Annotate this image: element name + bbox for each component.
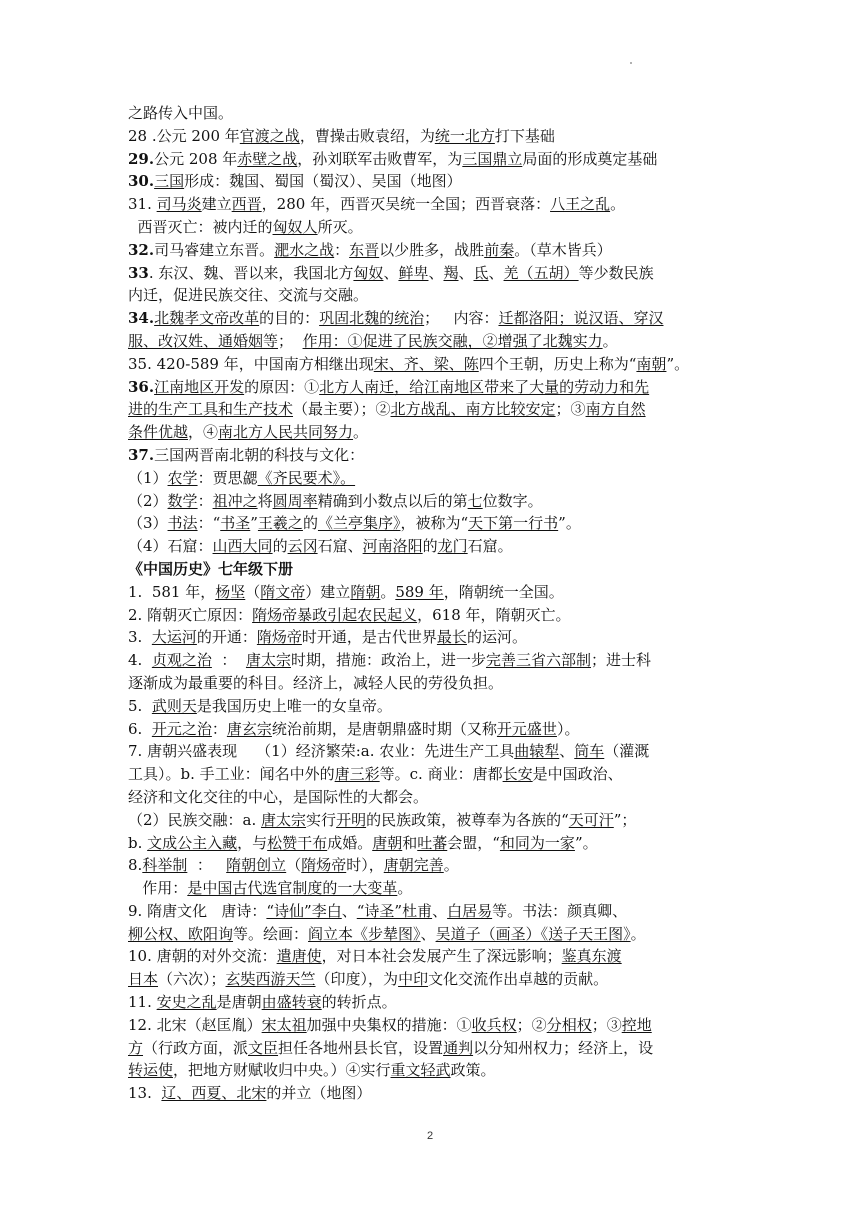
text-segment: ，孙刘联军击败曹军，为 <box>297 149 463 168</box>
underlined-text: 八王之乱 <box>550 195 611 214</box>
text-segment: 是中国政治、 <box>532 765 623 784</box>
underlined-text: 唐朝 <box>372 833 403 852</box>
underlined-text: 中印 <box>398 970 429 989</box>
text-segment: 是我国历史上唯一的女皇帝。 <box>196 696 392 715</box>
text-segment: 、 <box>432 901 448 920</box>
text-segment: （2）民族交融：a. <box>128 810 262 829</box>
text-segment: 。 <box>380 582 396 601</box>
text-line <box>128 695 742 718</box>
underlined-text: “诗圣”杜甫 <box>356 901 433 920</box>
text-segment: （2） <box>128 491 168 510</box>
text-line <box>128 581 742 604</box>
underlined-text: 唐太宗 <box>261 810 307 829</box>
text-segment: 。 <box>443 856 459 875</box>
text-segment: 等。绘画： <box>233 924 309 943</box>
text-segment: 10. 唐朝的对外交流： <box>128 947 277 966</box>
underlined-text: 书法 <box>167 514 198 533</box>
text-line <box>128 1037 742 1060</box>
underlined-text: 巩固北魏的统治 <box>319 309 425 328</box>
text-line <box>128 763 742 786</box>
underlined-text: 天下第一行书 <box>468 514 559 533</box>
underlined-text: 江南地区开发 <box>154 377 245 396</box>
text-segment: ，280 年，西晋灭吴统一全国；西晋衰落： <box>261 195 551 214</box>
underlined-text: 唐玄宗 <box>226 719 272 738</box>
underlined-text: 三国 <box>154 172 185 191</box>
underlined-text: 文成公主入藏 <box>147 833 238 852</box>
underlined-text: 农学 <box>167 468 198 487</box>
text-segment: （六次）； <box>158 970 226 989</box>
text-segment: ： <box>211 719 227 738</box>
text-segment: 政策。 <box>450 1061 496 1080</box>
underlined-text: 是中国古代选官制度的一大变革 <box>187 879 398 898</box>
text-line <box>128 467 742 490</box>
underlined-text: 北方战乱、南方比较安定 <box>390 400 556 419</box>
text-line <box>128 854 742 877</box>
text-segment: 以少胜多，战胜 <box>379 240 485 259</box>
text-segment: ： <box>211 651 246 670</box>
text-segment: ，被称为“ <box>400 514 469 533</box>
text-segment: ”； <box>613 810 637 829</box>
text-segment: 、 <box>428 263 444 282</box>
underlined-text: 司马炎 <box>156 195 202 214</box>
underlined-text: 开明 <box>336 810 367 829</box>
text-segment: 28 .公元 200 年 <box>128 126 240 145</box>
text-line <box>128 877 742 900</box>
text-segment: ）。 <box>556 719 580 738</box>
underlined-text: 条件优越 <box>128 423 189 442</box>
text-segment: 、 <box>341 901 357 920</box>
text-segment: 8. <box>128 856 143 875</box>
underlined-text: 服、改汉姓、通婚姻等 <box>128 331 279 350</box>
underlined-text: 祖冲之 <box>212 491 258 510</box>
underlined-text: 转运使 <box>128 1061 174 1080</box>
underlined-text: 完善三省六部制 <box>485 651 591 670</box>
text-segment: 是唐朝 <box>216 993 262 1012</box>
underlined-text: 长安 <box>502 765 533 784</box>
text-line <box>128 991 742 1014</box>
text-line <box>128 102 742 125</box>
text-segment: ：贾思勰 <box>197 468 258 487</box>
text-segment: 将 <box>257 491 273 510</box>
text-line <box>128 535 742 558</box>
underlined-text: 辽、西夏、北宋 <box>161 1084 267 1103</box>
underlined-text: 589 年 <box>395 582 444 601</box>
text-line <box>128 832 742 855</box>
text-segment: 32. <box>128 240 155 259</box>
text-line <box>128 786 742 809</box>
text-line <box>128 923 742 946</box>
underlined-text: 匈奴人 <box>272 217 318 236</box>
text-segment: ； <box>278 331 303 350</box>
text-segment: 的原因：① <box>244 377 320 396</box>
text-segment: 35. 420-589 年，中国南方相继出现 <box>128 354 374 373</box>
text-line <box>128 170 742 193</box>
text-segment: 实行 <box>306 810 337 829</box>
text-line <box>128 1059 742 1082</box>
underlined-text: 大运河 <box>151 628 197 647</box>
text-line <box>128 1014 742 1037</box>
text-segment: 7. 唐朝兴盛表现 （1）经济繁荣:a. 农业：先进生产工具 <box>128 742 515 761</box>
text-segment: 文化交流作出卓越的贡献。 <box>428 970 609 989</box>
text-segment: 《中国历史》七年级下册 <box>128 559 294 578</box>
text-line <box>128 718 742 741</box>
text-segment: 的开通： <box>196 628 257 647</box>
text-segment: （灌溉 <box>604 742 650 761</box>
text-segment: 时期，措施：政治上，进一步 <box>290 651 486 670</box>
underlined-text: 玄奘西游天竺 <box>225 970 316 989</box>
underlined-text: 河南洛阳 <box>362 537 423 556</box>
text-segment: . 东汉、魏、晋以来，我国北方 <box>148 263 354 282</box>
text-segment: 等。书法：颜真卿、 <box>492 901 628 920</box>
text-segment: 石窟。 <box>467 537 513 556</box>
underlined-text: 吐蕃 <box>417 833 448 852</box>
text-segment: 位数字。 <box>482 491 543 510</box>
text-line <box>128 216 742 239</box>
text-segment: ，对日本社会发展产生了深远影响； <box>321 947 562 966</box>
text-segment: ；③ <box>555 400 586 419</box>
underlined-text: 开元盛世 <box>496 719 557 738</box>
underlined-text: 进的生产工具和生产技术 <box>128 400 294 419</box>
underlined-text: 最长 <box>436 628 467 647</box>
text-segment: 。 <box>610 195 626 214</box>
text-segment: 37. <box>128 445 155 464</box>
text-segment: 加强中央集权的措施：① <box>306 1015 472 1034</box>
text-segment: 4. <box>128 651 152 670</box>
text-line <box>128 1082 742 1105</box>
underlined-text: 白居易 <box>447 901 493 920</box>
text-line <box>128 740 742 763</box>
text-segment: （印度），为 <box>315 970 399 989</box>
underlined-text: 东晋 <box>349 240 380 259</box>
text-segment: 、 <box>458 263 474 282</box>
text-line <box>128 307 742 330</box>
underlined-text: 云冈 <box>287 537 318 556</box>
underlined-text: 天可汗 <box>568 810 614 829</box>
text-line <box>128 239 742 262</box>
text-segment: 30. <box>128 172 155 191</box>
underlined-text: 作用：①促进了民族交融，②增强了北魏实力 <box>302 331 603 350</box>
text-segment: 时开通，是古代世界 <box>301 628 437 647</box>
underlined-text: 重文轻武 <box>390 1061 451 1080</box>
text-segment: ；③ <box>591 1015 622 1034</box>
text-segment: ： <box>197 491 213 510</box>
text-line <box>128 945 742 968</box>
underlined-text: 鉴真东渡 <box>561 947 622 966</box>
underlined-text: 龙门 <box>437 537 468 556</box>
text-segment: ” <box>250 514 258 533</box>
text-segment: （4）石窟： <box>128 537 213 556</box>
text-line <box>128 193 742 216</box>
text-line <box>128 649 742 672</box>
text-segment: ： <box>187 856 227 875</box>
text-segment: 33 <box>128 263 149 282</box>
text-segment: 司马睿建立东晋。 <box>154 240 275 259</box>
text-segment: 西晋灭亡：被内迁的 <box>128 217 273 236</box>
text-segment: （1） <box>128 468 168 487</box>
text-segment: 经济和文化交往的中心，是国际性的大都会。 <box>128 787 429 806</box>
underlined-text: 阎立本《步辇图》 <box>308 924 421 943</box>
underlined-text: 由盛转衰 <box>261 993 322 1012</box>
text-segment: （行政方面，派 <box>143 1038 249 1057</box>
text-segment: 时）， <box>346 856 384 875</box>
text-segment: ）建立 <box>305 582 351 601</box>
text-segment: 作用： <box>128 879 188 898</box>
underlined-text: 书圣 <box>220 514 251 533</box>
text-segment: 石窟、 <box>317 537 363 556</box>
text-segment: 和 <box>402 833 418 852</box>
underlined-text: 武则天 <box>151 696 197 715</box>
text-segment: 公元 208 年 <box>154 149 238 168</box>
underlined-text: 官渡之战 <box>239 126 300 145</box>
underlined-text: 淝水之战 <box>274 240 335 259</box>
text-segment: ；② <box>516 1015 547 1034</box>
text-segment: 、 <box>420 924 436 943</box>
underlined-text: 松赞干布 <box>267 833 328 852</box>
text-segment: 打下基础 <box>494 126 555 145</box>
text-segment: 的运河。 <box>466 628 527 647</box>
underlined-text: 宋太祖 <box>261 1015 307 1034</box>
page-content <box>128 102 742 1105</box>
underlined-text: 鲜卑 <box>398 263 429 282</box>
text-segment: 11. <box>128 993 157 1012</box>
text-segment: 的 <box>422 537 438 556</box>
page-number: 2 <box>426 1130 434 1142</box>
text-segment: ”。 <box>558 514 581 533</box>
underlined-text: 王羲之 <box>257 514 303 533</box>
text-segment: ，与 <box>237 833 268 852</box>
underlined-text: 圆周率 <box>272 491 318 510</box>
text-segment: ，618 年，隋朝灭亡。 <box>417 605 571 624</box>
underlined-text: 匈奴 <box>353 263 384 282</box>
underlined-text: 统一北方 <box>434 126 495 145</box>
text-segment: 建立 <box>201 195 232 214</box>
underlined-text: 科举制 <box>142 856 188 875</box>
underlined-text: 和同为一家 <box>499 833 575 852</box>
underlined-text: 隋朝创立 <box>226 856 287 875</box>
text-segment: ，把地方财赋收归中央。）④实行 <box>173 1061 391 1080</box>
text-segment: 29. <box>128 149 155 168</box>
text-segment: 13. <box>128 1084 162 1103</box>
text-line <box>128 353 742 376</box>
text-segment: 三国两晋南北朝的科技与文化： <box>154 445 365 464</box>
text-segment: 工具）。b. 手工业：闻名中外的 <box>128 765 335 784</box>
underlined-text: 曲辕犁 <box>514 742 560 761</box>
text-segment: 。 <box>397 879 413 898</box>
text-segment: 1. 581 年， <box>128 582 216 601</box>
text-segment: （最主要）；② <box>293 400 391 419</box>
text-segment: 逐渐成为最重要的科目。经济上，减轻人民的劳役负担。 <box>128 673 504 692</box>
underlined-text: 唐太宗 <box>245 651 291 670</box>
text-line <box>128 148 742 171</box>
underlined-text: 山西大同 <box>212 537 273 556</box>
text-segment: 。 <box>353 423 369 442</box>
text-segment: 、 <box>383 263 399 282</box>
underlined-text: 迁都洛阳；说汉语、穿汉 <box>498 309 664 328</box>
text-segment: 统治前期，是唐朝鼎盛时期（又称 <box>271 719 497 738</box>
underlined-text: 七 <box>467 491 483 510</box>
text-segment: ，曹操击败袁绍，为 <box>299 126 435 145</box>
underlined-text: 筒车 <box>574 742 605 761</box>
text-segment: 所灭。 <box>317 217 363 236</box>
text-segment: 内迁，促进民族交往、交流与交融。 <box>128 286 369 305</box>
text-line <box>128 125 742 148</box>
text-segment: 之路传入中国。 <box>128 104 234 122</box>
text-line <box>128 262 742 285</box>
text-segment: 。 <box>630 924 646 943</box>
underlined-text: 分相权 <box>546 1015 592 1034</box>
text-segment: 的 <box>302 514 318 533</box>
underlined-text: 收兵权 <box>471 1015 517 1034</box>
underlined-text: 北方人南迁，给江南地区带来了大量的劳动力和先 <box>319 377 650 396</box>
underlined-text: 赤壁之战 <box>237 149 298 168</box>
text-line <box>128 512 742 535</box>
text-line <box>128 558 742 581</box>
text-segment: 等。c. 商业：唐都 <box>379 765 503 784</box>
text-line <box>128 604 742 627</box>
text-line <box>128 672 742 695</box>
text-segment: 36. <box>128 377 155 396</box>
underlined-text: 隋炀帝 <box>256 628 302 647</box>
text-line <box>128 376 742 399</box>
text-segment: 。 <box>602 331 618 350</box>
underlined-text: 文臣 <box>248 1038 279 1057</box>
underlined-text: 遣唐使 <box>276 947 322 966</box>
underlined-text: 隋炀帝 <box>301 856 347 875</box>
text-segment: 局面的形成奠定基础 <box>522 149 658 168</box>
underlined-text: 北魏孝文帝改革 <box>154 309 260 328</box>
underlined-text: 唐朝完善 <box>383 856 444 875</box>
text-segment: 、 <box>488 263 504 282</box>
underlined-text: 南方自然 <box>585 400 646 419</box>
text-line <box>128 626 742 649</box>
text-segment: 34. <box>128 309 155 328</box>
underlined-text: 杨坚 <box>215 582 246 601</box>
text-line <box>128 490 742 513</box>
text-line <box>128 809 742 832</box>
underlined-text: 隋朝 <box>350 582 381 601</box>
text-segment: 。（草木皆兵） <box>514 240 612 259</box>
header-dot <box>630 62 632 64</box>
underlined-text: 羯 <box>443 263 459 282</box>
underlined-text: 吴道子（画圣）《送子天王图》 <box>435 924 631 943</box>
underlined-text: 前秦 <box>484 240 515 259</box>
underlined-text: 《齐民要术》。 <box>257 468 356 487</box>
text-segment: （ <box>286 856 302 875</box>
underlined-text: 氐 <box>473 263 489 282</box>
text-segment: 四个王朝，历史上称为“ <box>478 354 637 373</box>
text-segment: 成婚。 <box>327 833 373 852</box>
text-segment: ”。 <box>666 354 690 373</box>
text-segment: 担任各地州县长官，设置 <box>278 1038 444 1057</box>
text-segment: 12. 北宋（赵匡胤） <box>128 1015 262 1034</box>
underlined-text: “诗仙”李白 <box>266 901 342 920</box>
text-line <box>128 398 742 421</box>
underlined-text: 隋文帝 <box>260 582 306 601</box>
text-segment: 6. <box>128 719 152 738</box>
text-segment: 的目的： <box>259 309 320 328</box>
text-segment: ”。 <box>574 833 598 852</box>
text-segment: 5. <box>128 696 152 715</box>
underlined-text: 《兰亭集序》 <box>317 514 401 533</box>
text-segment: 3. <box>128 628 152 647</box>
text-segment: （ <box>245 582 261 601</box>
text-segment: 精确到小数点以后的第 <box>317 491 468 510</box>
underlined-text: 宋、齐、梁、陈 <box>373 354 479 373</box>
text-line <box>128 421 742 444</box>
text-segment: ，隋朝统一全国。 <box>443 582 564 601</box>
text-segment: ； 内容： <box>424 309 499 328</box>
text-line <box>128 284 742 307</box>
text-segment: ： <box>334 240 350 259</box>
text-line <box>128 900 742 923</box>
text-segment: 会盟，“ <box>447 833 500 852</box>
underlined-text: 西晋 <box>231 195 262 214</box>
text-line <box>128 330 742 353</box>
underlined-text: 南北方人民共同努力 <box>218 423 354 442</box>
text-line <box>128 968 742 991</box>
text-line <box>128 444 742 467</box>
underlined-text: 方 <box>128 1038 144 1057</box>
text-segment: 的民族政策，被尊奉为各族的“ <box>366 810 569 829</box>
text-segment: ，④ <box>188 423 219 442</box>
text-segment: 的转折点。 <box>321 993 397 1012</box>
underlined-text: 三国鼎立 <box>462 149 523 168</box>
underlined-text: 隋炀帝暴政引起农民起义 <box>252 605 418 624</box>
text-segment: 的并立（地图） <box>266 1084 372 1103</box>
underlined-text: 安史之乱 <box>156 993 217 1012</box>
underlined-text: 控地 <box>621 1015 652 1034</box>
text-segment: （3） <box>128 514 168 533</box>
underlined-text: 数学 <box>167 491 198 510</box>
underlined-text: 柳公权、欧阳询 <box>128 924 234 943</box>
text-segment: 9. 隋唐文化 唐诗： <box>128 901 267 920</box>
underlined-text: 南朝 <box>636 354 667 373</box>
underlined-text: 贞观之治 <box>151 651 212 670</box>
text-segment: 的 <box>272 537 288 556</box>
text-segment: 以分知州权力；经济上，设 <box>473 1038 654 1057</box>
underlined-text: 羌（五胡） <box>503 263 579 282</box>
underlined-text: 唐三彩 <box>334 765 380 784</box>
text-segment: 、 <box>559 742 575 761</box>
text-segment: 等少数民族 <box>578 263 654 282</box>
underlined-text: 日本 <box>128 970 159 989</box>
text-segment: b. <box>128 833 148 852</box>
text-segment: 2. 隋朝灭亡原因： <box>128 605 253 624</box>
text-segment: 31. <box>128 195 157 214</box>
text-segment: ：“ <box>197 514 221 533</box>
underlined-text: 开元之治 <box>151 719 212 738</box>
underlined-text: 通判 <box>443 1038 474 1057</box>
text-segment: ；进士科 <box>591 651 652 670</box>
text-segment: 形成：魏国、蜀国（蜀汉）、吴国（地图） <box>184 172 462 191</box>
